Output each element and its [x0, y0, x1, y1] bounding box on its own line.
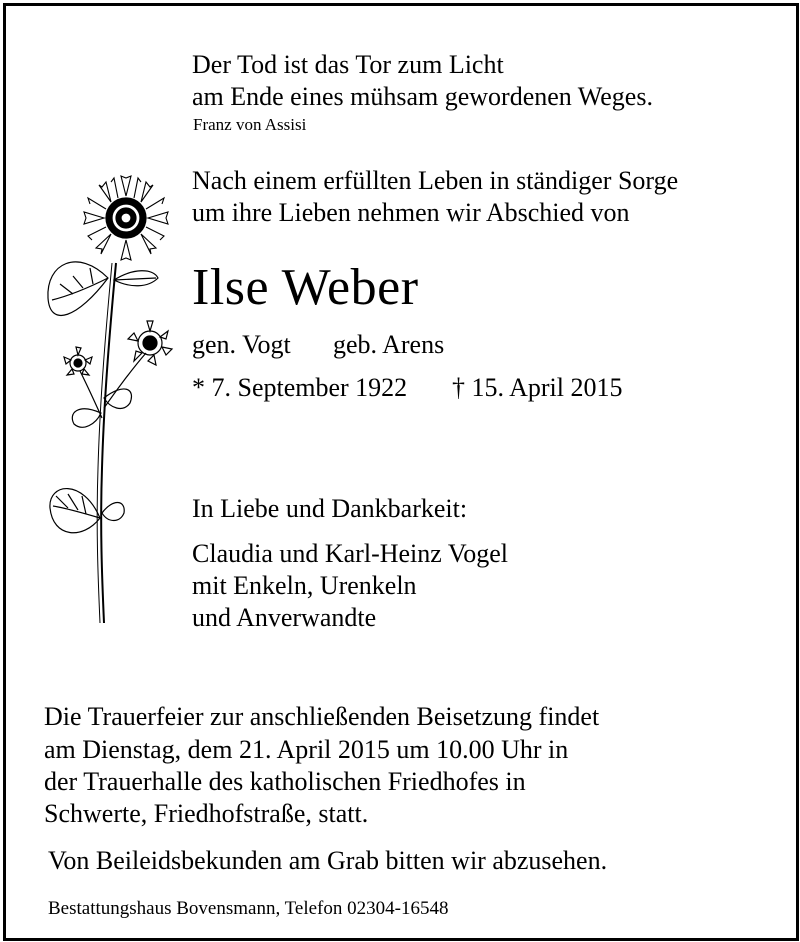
death-date: † 15. April 2015 [452, 373, 623, 402]
sunflower-icon [38, 168, 178, 628]
mourners-line-2: mit Enkeln, Urenkeln [192, 571, 417, 600]
mourners-line-1: Claudia und Karl-Heinz Vogel [192, 539, 509, 568]
condolence-request: Von Beileidsbekunden am Grab bitten wir abzusehen. [48, 846, 608, 875]
birth-date: * 7. September 1922 [192, 373, 408, 402]
quote-line-2: am Ende eines mühsam gewordenen Weges. [192, 82, 653, 111]
deceased-name: Ilse Weber [192, 259, 419, 316]
service-line-4: Schwerte, Friedhofstraße, statt. [44, 799, 369, 828]
service-line-1: Die Trauerfeier zur anschließenden Beisetzung findet [44, 702, 600, 731]
service-line-2: am Dienstag, dem 21. April 2015 um 10.00 Uhr in [44, 735, 569, 764]
service-line-3: der Trauerhalle des katholischen Friedhofes in [44, 767, 526, 796]
mourners-line-3: und Anverwandte [192, 603, 377, 632]
quote-author: Franz von Assisi [193, 115, 307, 134]
deceased-born-name: geb. Arens [333, 330, 445, 359]
mourners-heading: In Liebe und Dankbarkeit: [192, 494, 468, 523]
quote-line-1: Der Tod ist das Tor zum Licht [192, 50, 504, 79]
intro-line-2: um ihre Lieben nehmen wir Abschied von [192, 198, 630, 227]
funeral-home: Bestattungshaus Bovensmann, Telefon 02304-16548 [48, 898, 449, 919]
deceased-aka: gen. Vogt [192, 330, 291, 359]
intro-line-1: Nach einem erfüllten Leben in ständiger Sorge [192, 166, 679, 195]
